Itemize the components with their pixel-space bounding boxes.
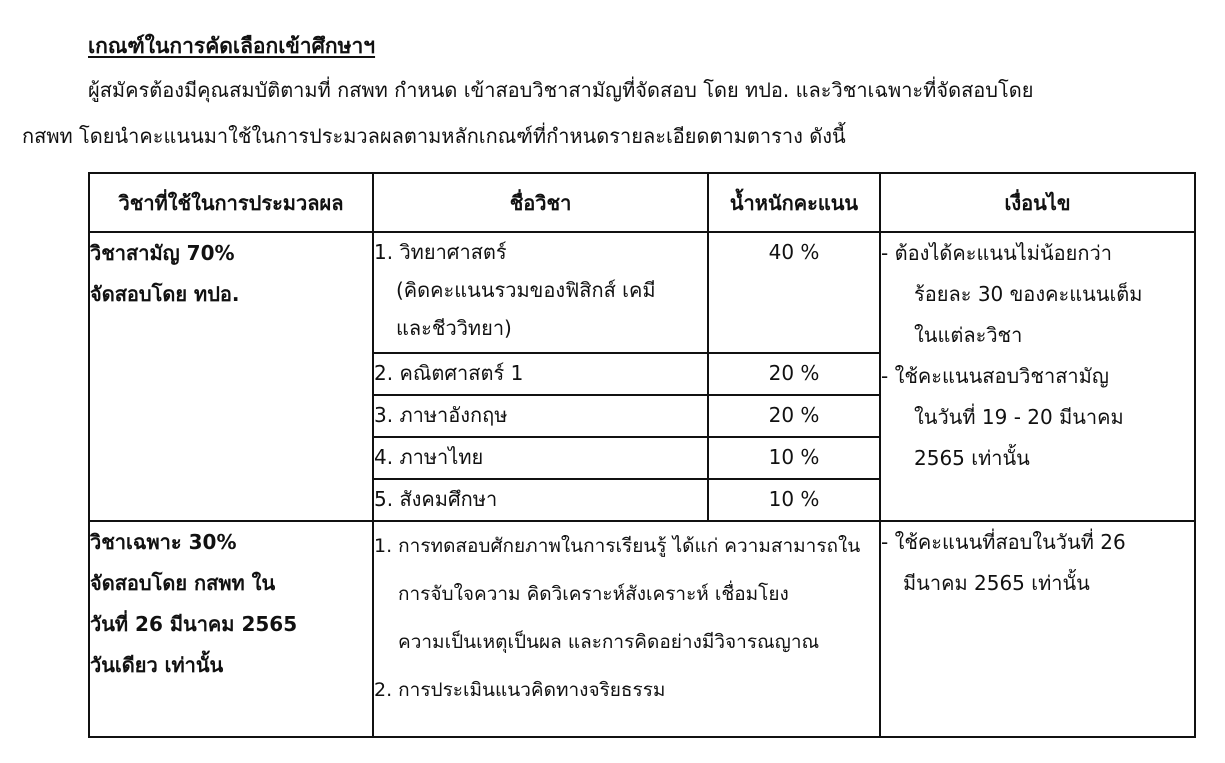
header-conditions: เงื่อนไข: [880, 173, 1195, 232]
condition-line: - ต้องได้คะแนนไม่น้อยกว่า: [881, 241, 1112, 265]
condition-line: ร้อยละ 30 ของคะแนนเต็ม: [914, 282, 1143, 306]
subject-name-social: 5. สังคมศึกษา: [373, 479, 708, 521]
condition-line: - ใช้คะแนนสอบวิชาสามัญ: [881, 364, 1109, 388]
list-item: 2. การประเมินแนวคิดทางจริยธรรม: [374, 679, 666, 701]
page-title: เกณฑ์ในการคัดเลือกเข้าศึกษาฯ: [88, 34, 376, 58]
general-subjects-group: [89, 232, 373, 521]
list-item: 1. การทดสอบศักยภาพในการเรียนรู้ ได้แก่ ความสามารถใน: [374, 535, 861, 557]
subject-name-thai: 4. ภาษาไทย: [373, 437, 708, 479]
group-date: วันที่ 26 มีนาคม 2565: [90, 612, 298, 636]
subject-note-line: และชีววิทยา): [396, 316, 512, 340]
weight-science: 40 %: [708, 232, 880, 353]
subject-note-line: (คิดคะแนนรวมของฟิสิกส์ เคมี: [396, 278, 656, 302]
condition-line: มีนาคม 2565 เท่านั้น: [903, 571, 1090, 595]
subject-name-line: 1. วิทยาศาสตร์: [374, 240, 507, 264]
subject-name-english: 3. ภาษาอังกฤษ: [373, 395, 708, 437]
general-conditions: [880, 232, 1195, 521]
weight-social: 10 %: [708, 479, 880, 521]
table-header-row: [89, 173, 1195, 232]
condition-line: ในวันที่ 19 - 20 มีนาคม: [914, 405, 1124, 429]
condition-line: - ใช้คะแนนที่สอบในวันที่ 26: [881, 530, 1126, 554]
table-row: [89, 232, 1195, 353]
header-score-weight: น้ำหนักคะแนน: [708, 173, 880, 232]
weight-math: 20 %: [708, 353, 880, 395]
condition-line: ในแต่ละวิชา: [914, 323, 1023, 347]
group-label: วิชาเฉพาะ 30%: [90, 530, 237, 554]
group-note: วันเดียว เท่านั้น: [90, 653, 224, 677]
specific-conditions: [880, 521, 1195, 737]
weight-english: 20 %: [708, 395, 880, 437]
header-subject-name: ชื่อวิชา: [373, 173, 708, 232]
table-row: [89, 521, 1195, 737]
subject-name-science: [373, 232, 708, 353]
group-organizer: จัดสอบโดย ทปอ.: [90, 282, 240, 306]
subject-name-math: 2. คณิตศาสตร์ 1: [373, 353, 708, 395]
list-item-continuation: การจับใจความ คิดวิเคราะห์สังเคราะห์ เชื่อมโยง: [398, 583, 789, 605]
condition-line: 2565 เท่านั้น: [914, 446, 1030, 470]
list-item-continuation: ความเป็นเหตุเป็นผล และการคิดอย่างมีวิจารณญาณ: [398, 631, 820, 653]
criteria-table: [88, 172, 1196, 738]
group-label: วิชาสามัญ 70%: [90, 241, 235, 265]
intro-paragraph-line-1: ผู้สมัครต้องมีคุณสมบัติตามที่ กสพท กำหนด เข้าสอบวิชาสามัญที่จัดสอบ โดย ทปอ. และวิชาเฉพาะที่จัดสอบโดย: [88, 78, 1034, 102]
weight-thai: 10 %: [708, 437, 880, 479]
intro-paragraph-line-2: กสพท โดยนำคะแนนมาใช้ในการประมวลผลตามหลักเกณฑ์ที่กำหนดรายละเอียดตามตาราง ดังนี้: [22, 124, 846, 148]
specific-subjects-group: [89, 521, 373, 737]
header-processing-subject: วิชาที่ใช้ในการประมวลผล: [89, 173, 373, 232]
specific-subjects-list: [373, 521, 880, 737]
group-organizer: จัดสอบโดย กสพท ใน: [90, 571, 276, 595]
